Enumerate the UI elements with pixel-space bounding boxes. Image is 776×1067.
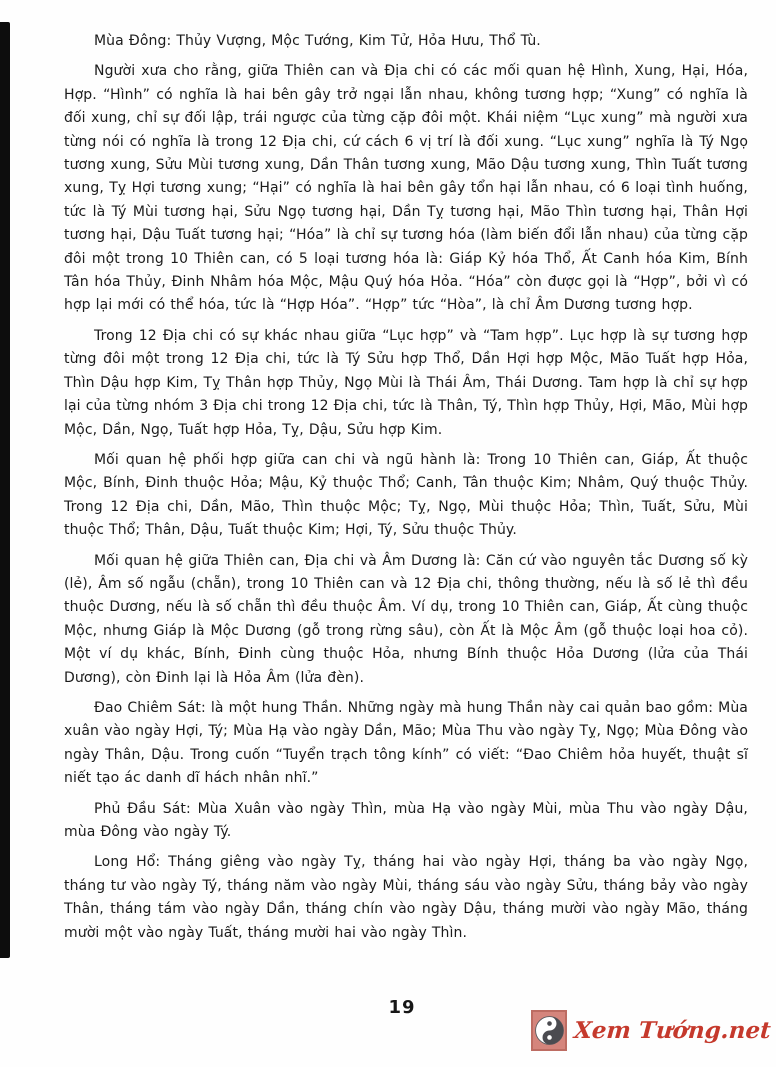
paragraph-am-duong: Mối quan hệ giữa Thiên can, Địa chi và Âm Dương là: Căn cứ vào nguyên tắc Dương số kỳ (lẻ), Âm số ngẫu (chẵn), trong 10 Thiên can và 12 Địa chi, thông thường, nếu là số lẻ thì đều thuộc Dương, nếu là số chẵn thì đều thuộc Âm. Ví dụ, trong 10 Thiên can, Giáp, Ất cùng thuộc Mộc, nhưng Giáp là Mộc Dương (gỗ trong rừng sâu), còn Ất là Mộc Âm (gỗ thuộc loại hoa cỏ). Một ví dụ khác, Bính, Đinh cùng thuộc Hỏa, nhưng Bính thuộc Hỏa Dương (lửa của Thái Dương), còn Đinh lại là Hỏa Âm (lửa đèn).: [64, 552, 748, 686]
watermark-site-name: Xem Tướng.net: [573, 1017, 772, 1044]
paragraph-luc-hop-tam-hop: Trong 12 Địa chi có sự khác nhau giữa “Lục hợp” và “Tam hợp”. Lục hợp là sự tương hợp từng đôi một trong 12 Địa chi, tức là Tý Sửu hợp Thổ, Dần Hợi hợp Mộc, Mão Tuất hợp Hỏa, Thìn Dậu hợp Kim, Tỵ Thân hợp Thủy, Ngọ Mùi là Thái Âm, Thái Dương. Tam hợp là chỉ sự hợp lại của từng nhóm 3 Địa chi trong 12 Địa chi, tức là Thân, Tý, Thìn hợp Thủy, Hợi, Mão, Mùi hợp Mộc, Dần, Ngọ, Tuất hợp Hỏa, Tỵ, Dậu, Sửu hợp Kim.: [64, 327, 748, 438]
paragraph-phu-dau-sat: Phủ Đầu Sát: Mùa Xuân vào ngày Thìn, mùa Hạ vào ngày Mùi, mùa Thu vào ngày Dậu, mùa Đông vào ngày Tý.: [64, 800, 748, 840]
page-number: 19: [388, 997, 416, 1018]
yin-yang-icon: [535, 1016, 564, 1045]
site-watermark: [531, 1010, 771, 1051]
scan-artifact-bar: [0, 22, 10, 958]
paragraph-can-chi-ngu-hanh: Mối quan hệ phối hợp giữa can chi và ngũ hành là: Trong 10 Thiên can, Giáp, Ất thuộc Mộc, Bính, Đinh thuộc Hỏa; Mậu, Kỷ thuộc Thổ; Canh, Tân thuộc Kim; Nhâm, Quý thuộc Thủy. Trong 12 Địa chi, Dần, Mão, Thìn thuộc Mộc; Tỵ, Ngọ, Mùi thuộc Hỏa; Thìn, Tuất, Sửu, Mùi thuộc Thổ; Thân, Dậu, Tuất thuộc Kim; Hợi, Tý, Sửu thuộc Thủy.: [64, 451, 748, 539]
paragraph-dao-chiem-sat: Đao Chiêm Sát: là một hung Thần. Những ngày mà hung Thần này cai quản bao gồm: Mùa xuân vào ngày Hợi, Tý; Mùa Hạ vào ngày Dần, Mão; Mùa Thu vào ngày Tỵ, Ngọ; Mùa Đông vào ngày Thân, Dậu. Trong cuốn “Tuyển trạch tông kính” có viết: “Đao Chiêm hỏa huyết, thuật sĩ niết tạo ác danh dĩ hách nhân nhĩ.”: [64, 699, 748, 787]
yin-yang-badge: [531, 1010, 567, 1051]
page-text: [64, 30, 748, 952]
paragraph-long-ho: Long Hổ: Tháng giêng vào ngày Tỵ, tháng hai vào ngày Hợi, tháng ba vào ngày Ngọ, tháng tư vào ngày Tý, tháng năm vào ngày Mùi, tháng sáu vào ngày Sửu, tháng bảy vào ngày Thân, tháng tám vào ngày Dần, tháng chín vào ngày Dậu, tháng mười vào ngày Mão, tháng mười một vào ngày Tuất, tháng mười hai vào ngày Thìn.: [64, 854, 748, 941]
paragraph-can-chi-relations: Người xưa cho rằng, giữa Thiên can và Địa chi có các mối quan hệ Hình, Xung, Hại, Hóa, Hợp. “Hình” có nghĩa là hai bên gây trở ngại lẫn nhau, không tương hợp; “Xung” có nghĩa là đối xung, chỉ sự đối lập, trái ngược của từng cặp đôi một. Khái niệm “Lục xung” mà người xưa từng nói có nghĩa là trong 12 Địa chi, cứ cách 6 vị trí là đối xung. “Lục xung” nghĩa là Tý Ngọ tương xung, Sửu Mùi tương xung, Dần Thân tương xung, Mão Dậu tương xung, Thìn Tuất tương xung, Tỵ Hợi tương xung; “Hại” có nghĩa là hai bên gây tổn hại lẫn nhau, có 6 loại tình huống, tức là Tý Mùi tương hại, Sửu Ngọ tương hại, Dần Tỵ tương hại, Mão Thìn tương hại, Thân Hợi tương hại, Dậu Tuất tương hại; “Hóa” là chỉ sự tương hóa (làm biến đổi lẫn nhau) của từng cặp đôi một trong 10 Thiên can, có 5 loại tương hóa là: Giáp Kỷ hóa Thổ, Ất Canh hóa Kim, Bính Tân hóa Thủy, Đinh Nhâm hóa Mộc, Mậu Quý hóa Hỏa. “Hóa” còn được gọi là “Hợp”, bởi vì có hợp lại mới có thể hóa, tức là “Hợp Hóa”. “Hợp” tức “Hòa”, là chỉ Âm Dương tương hợp.: [64, 63, 748, 314]
paragraph-season-winter: Mùa Đông: Thủy Vượng, Mộc Tướng, Kim Tử, Hỏa Hưu, Thổ Tù.: [94, 33, 541, 49]
